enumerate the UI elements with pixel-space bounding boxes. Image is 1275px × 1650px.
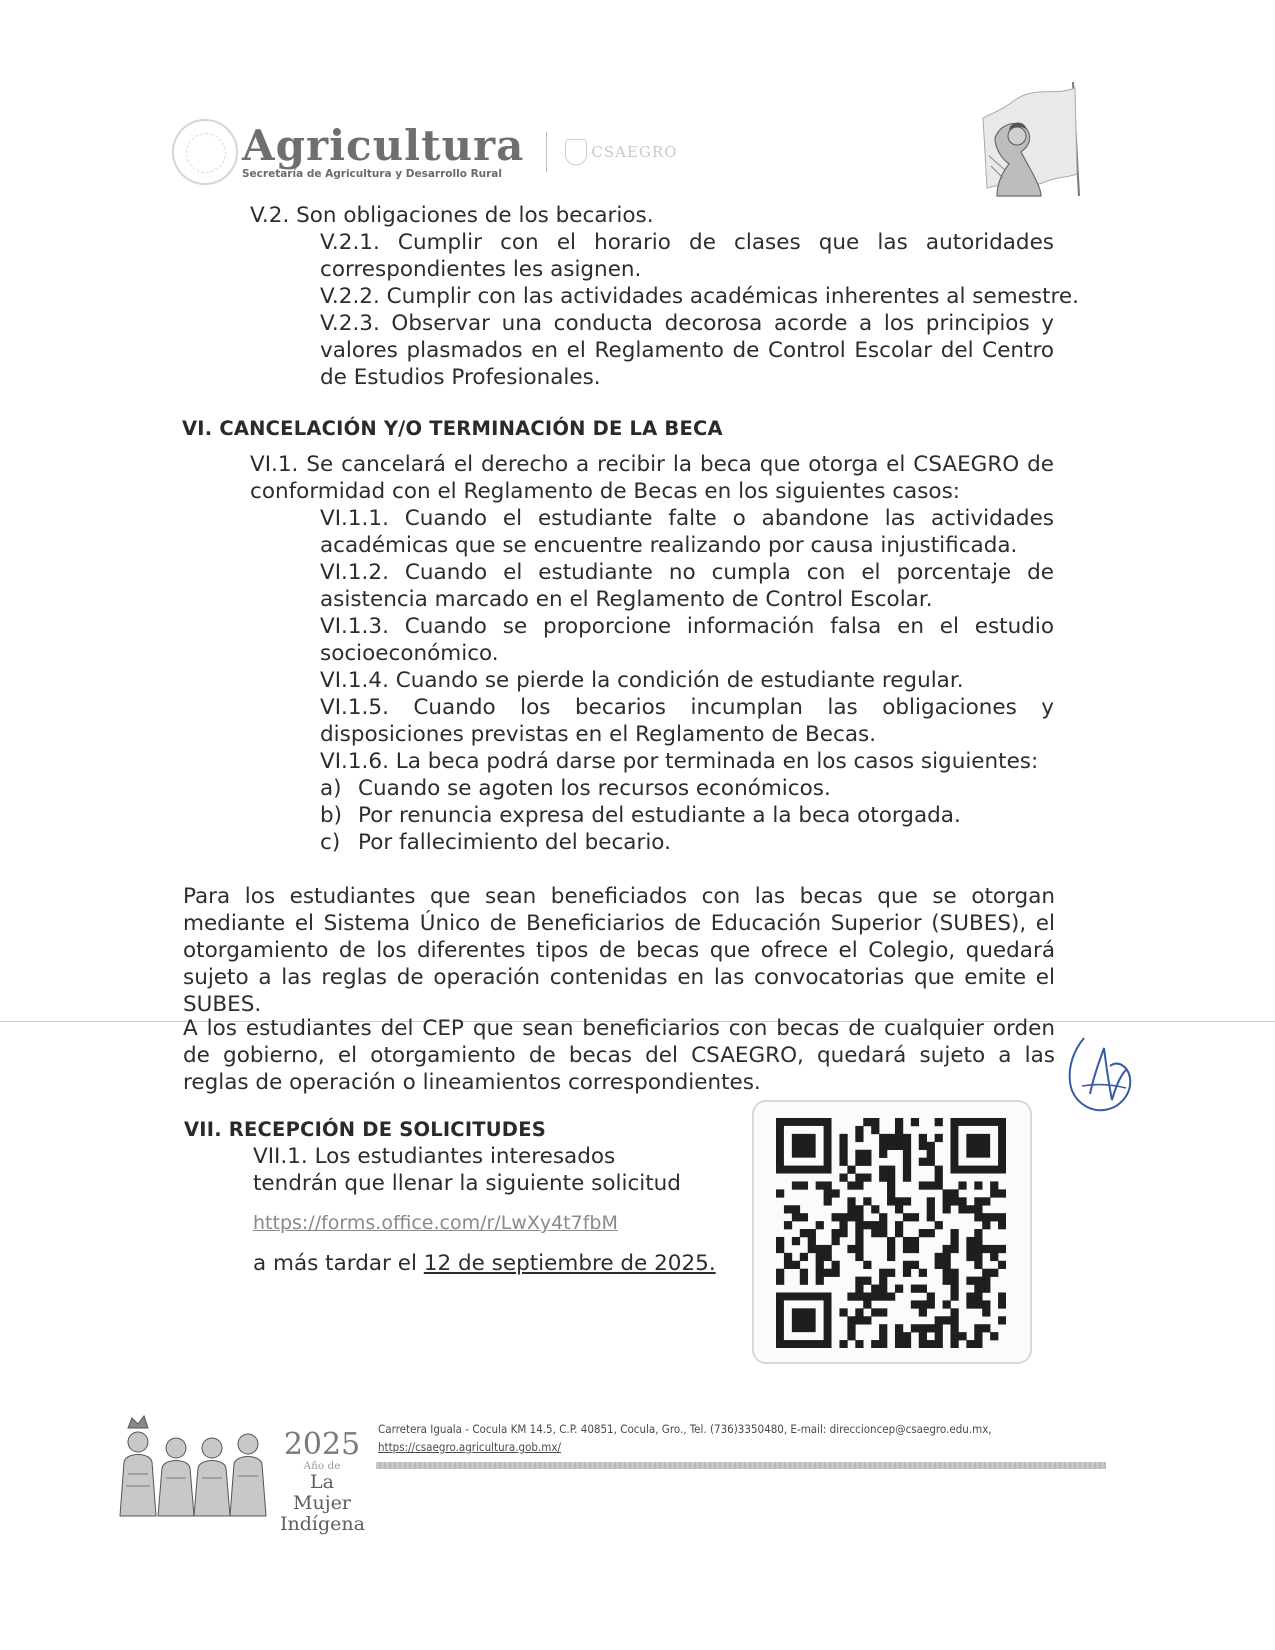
footer-year-logo [280,1427,365,1535]
footer-year-number: 2025 [283,1427,361,1462]
sub-item-a-text: Cuando se agoten los recursos económicos. [358,776,831,801]
brand-subtitle: Secretaría de Agricultura y Desarrollo Rural [242,168,502,180]
sub-item-b-text: Por renuncia expresa del estudiante a la beca otorgada. [358,803,961,828]
brand-block [242,121,525,180]
footer-website[interactable]: https://csaegro.agricultura.gob.mx/ [378,1440,561,1454]
section-vi-intro: VI.1. Se cancelará el derecho a recibir la beca que otorga el CSAEGRO de conformidad con el Reglamento de Becas en los siguientes casos: [250,452,1054,504]
section-vi-heading: VI. CANCELACIÓN Y/O TERMINACIÓN DE LA BECA [182,417,723,440]
deadline-date: 12 de septiembre de 2025. [423,1251,716,1276]
application-form-link[interactable]: https://forms.office.com/r/LwXy4t7fbM [253,1212,618,1234]
item-v2-2: V.2.2. Cumplir con las actividades académicas inherentes al semestre. [320,284,1079,309]
section-vii-line1: VII.1. Los estudiantes interesados [253,1144,616,1169]
footer-bar [376,1462,1106,1469]
qr-code-card [752,1100,1032,1364]
indigenous-women-illustration-icon [112,1412,272,1518]
item-vi-1-6: VI.1.6. La beca podrá darse por terminada en los casos siguientes: [320,749,1039,774]
sub-item-c-text: Por fallecimiento del becario. [358,830,671,855]
item-v2-3: V.2.3. Observar una conducta decorosa acorde a los principios y valores plasmados en el Reglamento de Control Escolar del Centro de Estudios Profesionales. [320,311,1054,390]
signature-icon [1060,1030,1140,1120]
section-vii-line2: tendrán que llenar la siguiente solicitud [253,1171,681,1196]
footer-year-line1: La Mujer [293,1471,351,1514]
sub-item-b-letter: b) [320,803,343,828]
section-vii-heading: VII. RECEPCIÓN DE SOLICITUDES [184,1118,546,1141]
deadline-prefix: a más tardar el [253,1251,424,1276]
deadline-line [253,1250,716,1277]
footer-address-block [378,1420,992,1456]
csaegro-logo-text: CSAEGRO [591,143,678,161]
item-vi-1-3: VI.1.3. Cuando se proporcione información falsa en el estudio socioeconómico. [320,614,1054,666]
sub-item-a-letter: a) [320,776,342,801]
csaegro-shield-icon [565,139,587,165]
footer-year-line2: Indígena [280,1513,365,1535]
footer-address: Carretera Iguala - Cocula KM 14.5, C.P. 40851, Cocula, Gro., Tel. (736)3350480, E-mail: direccioncep@csaegro.edu.mx, [378,1422,992,1436]
national-seal-icon [172,119,238,185]
paragraph-subes: Para los estudiantes que sean beneficiados con las becas que se otorgan mediante el Sistema Único de Beneficiarios de Educación Superior (SUBES), el otorgamiento de los diferentes tipos de becas que ofrece el Colegio, quedará sujeto a las reglas de operación contenidas en las convocatorias que emite el SUBES. [183,884,1055,1017]
item-vi-1-1: VI.1.1. Cuando el estudiante falte o abandone las actividades académicas que se encuentre realizando por causa injustificada. [320,506,1054,558]
sub-item-c-letter: c) [320,830,341,855]
header-divider [546,132,547,172]
footer-year-small: Año de [303,1460,341,1472]
csaegro-logo [565,139,677,165]
qr-code-icon [776,1118,1006,1348]
item-vi-1-5: VI.1.5. Cuando los becarios incumplan las obligaciones y disposiciones previstas en el Reglamento de Becas. [320,695,1054,747]
header-logo [172,112,678,192]
item-vi-1-4: VI.1.4. Cuando se pierde la condición de estudiante regular. [320,668,964,693]
brand-title: Agricultura [242,121,525,170]
item-v2-1: V.2.1. Cumplir con el horario de clases que las autoridades correspondientes les asignen. [320,230,1054,282]
flag-woman-illustration-icon [975,78,1087,202]
section-v2-title: V.2. Son obligaciones de los becarios. [250,203,654,228]
paragraph-cep: A los estudiantes del CEP que sean beneficiarios con becas de cualquier orden de gobierno, el otorgamiento de becas del CSAEGRO, quedará sujeto a las reglas de operación o lineamientos correspondientes. [183,1016,1055,1095]
item-vi-1-2: VI.1.2. Cuando el estudiante no cumpla con el porcentaje de asistencia marcado en el Reglamento de Control Escolar. [320,560,1054,612]
